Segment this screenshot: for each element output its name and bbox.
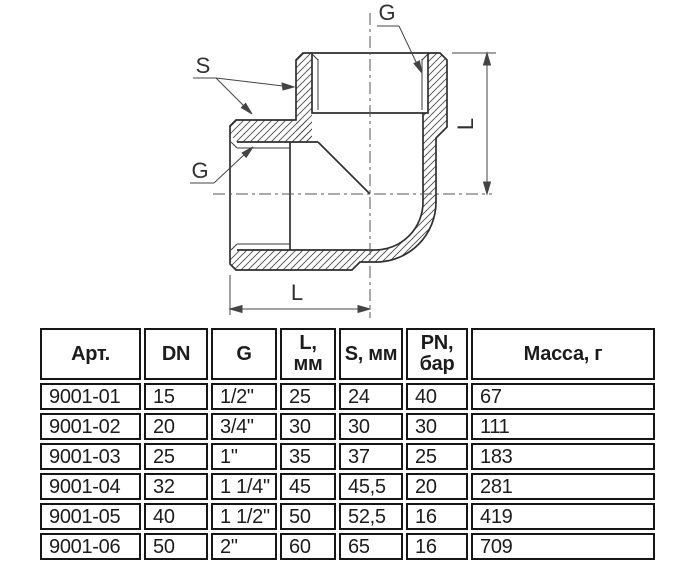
cell: 37 [339, 443, 403, 470]
column-header: G [211, 328, 277, 380]
cell: 20 [406, 473, 468, 500]
cell: 30 [280, 413, 336, 440]
cell: 40 [406, 383, 468, 410]
cell: 9001-02 [40, 413, 141, 440]
specs-table [37, 325, 658, 563]
cell: 1 1/2" [211, 503, 277, 530]
column-header: DN [144, 328, 208, 380]
column-header: Арт. [40, 328, 141, 380]
cell: 15 [144, 383, 208, 410]
label-s: S [195, 53, 211, 78]
cell: 52,5 [339, 503, 403, 530]
cell: 16 [406, 533, 468, 560]
cell: 20 [144, 413, 208, 440]
cell: 45 [280, 473, 336, 500]
cell: 32 [144, 473, 208, 500]
cell: 183 [471, 443, 655, 470]
cell: 419 [471, 503, 655, 530]
cell: 60 [280, 533, 336, 560]
cell: 9001-06 [40, 533, 141, 560]
column-header: L, мм [280, 328, 336, 380]
cell: 9001-05 [40, 503, 141, 530]
cell: 9001-03 [40, 443, 141, 470]
table-row [40, 413, 655, 440]
cell: 1" [211, 443, 277, 470]
cell: 16 [406, 503, 468, 530]
column-header: Масса, г [471, 328, 655, 380]
cell: 50 [280, 503, 336, 530]
table-header-row [40, 328, 655, 380]
cell: 40 [144, 503, 208, 530]
cell: 2" [211, 533, 277, 560]
cell: 35 [280, 443, 336, 470]
cell: 25 [280, 383, 336, 410]
label-g-left: G [191, 158, 209, 183]
table-row [40, 383, 655, 410]
cell: 30 [339, 413, 403, 440]
cell: 30 [406, 413, 468, 440]
dimension-label-l-bottom: L [290, 280, 304, 305]
cell: 3/4" [211, 413, 277, 440]
cell: 50 [144, 533, 208, 560]
column-header: S, мм [339, 328, 403, 380]
table-row [40, 503, 655, 530]
cell: 1 1/4" [211, 473, 277, 500]
centerlines [213, 13, 492, 318]
cell: 1/2" [211, 383, 277, 410]
cell: 281 [471, 473, 655, 500]
table-row [40, 473, 655, 500]
cell: 111 [471, 413, 655, 440]
table-row [40, 443, 655, 470]
table-row [40, 533, 655, 560]
callout-s [193, 78, 294, 114]
label-g-top: G [378, 0, 396, 25]
cell: 65 [339, 533, 403, 560]
cell: 45,5 [339, 473, 403, 500]
cell: 25 [144, 443, 208, 470]
cell: 67 [471, 383, 655, 410]
cell: 709 [471, 533, 655, 560]
cell: 9001-04 [40, 473, 141, 500]
table-body [40, 383, 655, 560]
column-header: PN, бар [406, 328, 468, 380]
dimension-label-l-vertical: L [453, 117, 478, 131]
callout-g-top [377, 26, 422, 73]
cell: 24 [339, 383, 403, 410]
cell: 9001-01 [40, 383, 141, 410]
cell: 25 [406, 443, 468, 470]
